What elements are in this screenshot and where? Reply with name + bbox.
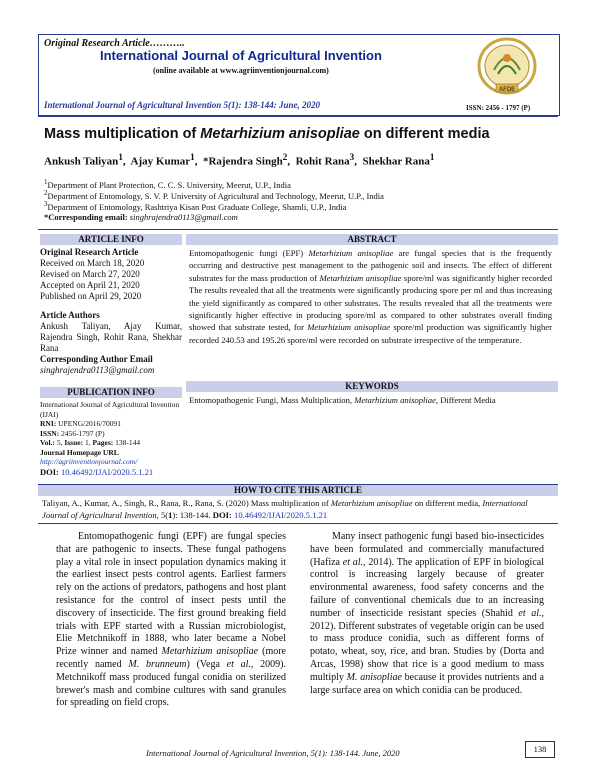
journal-issn: ISSN: 2456 - 1797 (P) [466, 104, 531, 112]
cite-heading: HOW TO CITE THIS ARTICLE [38, 485, 558, 496]
affiliation: $^1$Department of Plant Protection, C. C. S. University, Meerut, U.P., India [44, 178, 291, 190]
article-info-panel: ARTICLE INFO Original Research Article Received on March 18, 2020 Revised on March 27, 2020 Accepted on April 21, 2020 Published on April 29, 2020 Article Authors Ankush Taliyan, Ajay Kumar, Rajendra Singh, Rohit Rana, Shekhar Rana Corresponding Author Email singhrajendra0113@gmail.com [40, 234, 182, 375]
journal-title: International Journal of Agricultural Invention [100, 48, 382, 63]
cite-bottom-rule [38, 523, 558, 524]
journal-logo [472, 36, 542, 98]
keywords-panel [186, 381, 558, 405]
header-rule [38, 115, 558, 117]
cite-text: Taliyan, A., Kumar, A., Singh, R., Rana, R., Rana, S. (2020) Mass multiplication of Metarhizium anisopliae on different media, International Journal of Agricultural Invention, 5(1): 138-144. DOI: 10.46492/IJAI/2020.5.1.21 [42, 498, 528, 520]
journal-availability: (online available at www.agriinventionjournal.com) [153, 66, 329, 75]
keywords-heading: KEYWORDS [186, 381, 558, 392]
keywords-text: Entomopathogenic Fungi, Mass Multiplication, Metarhizium anisopliae, Different Media [189, 395, 496, 405]
section-rule [38, 229, 558, 230]
publication-info-heading: PUBLICATION INFO [40, 387, 182, 398]
affiliation: $^2$Department of Entomology, S. V. P. University of Agricultural and Technology, Meerut, U.P., India [44, 189, 384, 201]
body-right-column: Many insect pathogenic fungi based bio-insecticides have been formulated and commercially manufactured (Hafiza et al., 2014). The application of EPF in biological control is increasing largely because of greater environmental awareness, food safety concerns and the failure of conventional chemicals due to an increasing number of insecticide resistant species (Shahid et al., 2012). Different substrates of vegetable origin can be used to mass produce conidia, such as different forms of potato, wheat, soy, rice, and bran. Studies by (Dorta and Arcas, 1998) show that rice is a good medium to mass multiply M. anisopliae because it provides nutrients and a large surface area on which conidia can be produced. [310, 531, 544, 696]
author-name: Ajay Kumar [130, 155, 191, 168]
author-name: Shekhar Rana [362, 155, 430, 168]
abstract-panel [186, 234, 558, 346]
cite-doi-link[interactable]: 10.46492/IJAI/2020.5.1.21 [234, 509, 328, 520]
author-name: *Rajendra Singh [202, 155, 283, 168]
author-list: Ankush Taliyan$^1$, Ajay Kumar$^1$, *Rajendra Singh$^2$, Rohit Rana$^3$, Shekhar Rana$^1$ [44, 152, 435, 168]
corresponding-email-line: *Corresponding email: singhrajendra0113@gmail.com [44, 212, 238, 222]
author-name: Ankush Taliyan [44, 155, 119, 168]
abstract-heading: ABSTRACT [186, 234, 558, 245]
page-number: 138 [525, 741, 555, 758]
paper-title: Mass multiplication of Metarhizium anisopliae on different media [44, 126, 490, 142]
doi-link[interactable]: 10.46492/IJAI/2020.5.1.21 [61, 466, 154, 477]
journal-citation-line: International Journal of Agricultural Invention 5(1): 138-144: June, 2020 [44, 100, 320, 110]
author-name: Rohit Rana [295, 155, 350, 168]
page-footer: International Journal of Agricultural Invention, 5(1): 138-144. June, 2020 [146, 748, 400, 758]
article-type-label: Original Research Article……….. [44, 38, 185, 49]
logo-lettering: AFDE [498, 87, 516, 93]
body-left-column: Entomopathogenic fungi (EPF) are fungal species that are pathogenic to insects. These fungal pathogens play a vital role in insect population dynamics making it the earliest insect pests control agents. Earliest farmers rely on the actions of predators, pathogens and host plant resistance for the control of insect pests until the discovery of insecticide. The first ground breaking field trials with EPF started with a Russian microbiologist, Elie Metchnikoff in 1888, who later became a Nobel Prize winner and named Metarhizium anisopliae (more recently named M. brunneum) (Vega et al., 2009). Metchnikoff mass produced fungal conidia on sterilized brewer's mash and combine cultures with sand granules for spreading on field crops. [56, 531, 286, 709]
article-info-heading: ARTICLE INFO [40, 234, 182, 245]
abstract-text: Entomopathogenic fungi (EPF) Metarhizium anisopliae are fungal species that is the frequently occurring and destructive pest management to the pathogenic soil and insects. The effect of different substrates for the mass production of Metarhizium anisopliae spore/ml was significantly higher recorded The results revealed that all the treatments were significantly producing spore per ml and thus increasing the yield significantly as compared to other substrates. The results revealed that all the treatments were significantly higher effective in producing spore/ml as compared to other substrates overall finding showed that substrate tested, for Metarhizium anisopliae spore/ml production was significantly higher recorded 240.53 and 195.26 spore/ml were recorded on substrate irrespective of the temperature. [189, 248, 552, 345]
cite-panel [38, 485, 558, 523]
affiliation: $^3$Department of Entomology, Rashtriya Kisan Post Graduate College, Shamli, U.P., India [44, 200, 347, 212]
corr-email-link[interactable]: singhrajendra0113@gmail.com [40, 365, 155, 375]
homepage-link[interactable]: http://agriinventionjournal.com/ [40, 457, 138, 466]
publication-info-panel: PUBLICATION INFO International Journal of Agricultural Invention (IJAI) RNI: UPENG/2016/70091 ISSN: 2456-1797 (P) Vol.: 5, Issue: 1, Pages: 138-144 Journal Homepage URL http://agriinventionjournal.com/ DOI: 10.46492/IJAI/2020.5.1.21 [40, 387, 182, 478]
